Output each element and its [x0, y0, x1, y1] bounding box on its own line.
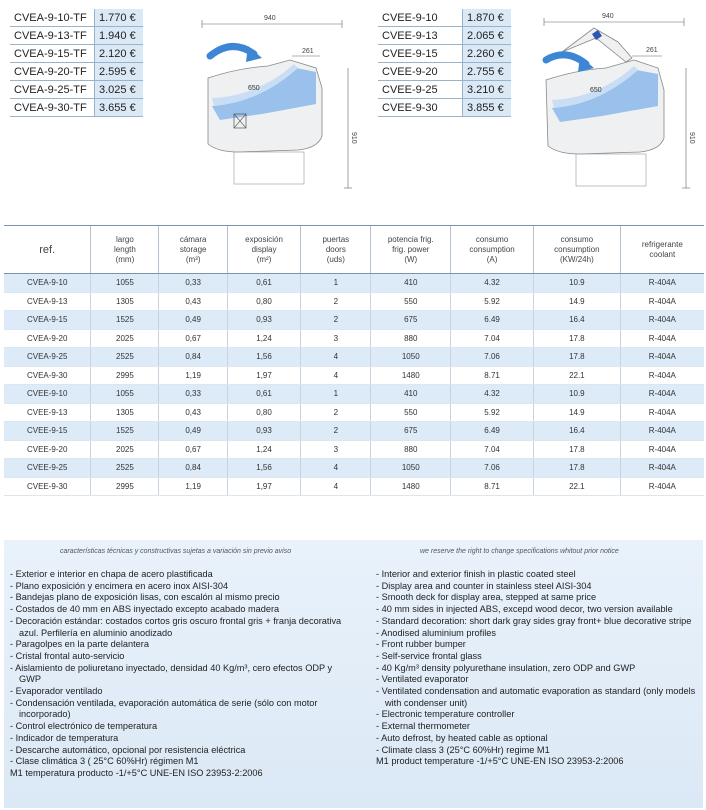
- header-line: (m³): [185, 254, 201, 264]
- table-cell: 10.9: [534, 274, 621, 293]
- table-cell: 3: [301, 440, 371, 459]
- model-code: CVEE-9-13: [378, 27, 463, 45]
- table-row: [4, 459, 704, 478]
- table-cell: R-404A: [620, 440, 704, 459]
- feature-item: - Plano exposición y encimera en acero inox AISI-304: [10, 580, 229, 591]
- feature-item: - Costados de 40 mm en ABS inyectado excepto acabado madera: [10, 604, 280, 615]
- table-cell: 16.4: [534, 422, 621, 441]
- feature-item: - Interior and exterior finish in plastic coated steel: [376, 569, 576, 579]
- table-row: [4, 311, 704, 330]
- price-row: [10, 45, 143, 63]
- column-header: [534, 226, 621, 274]
- table-cell: 6.49: [451, 311, 534, 330]
- table-cell: R-404A: [620, 477, 704, 496]
- price-row: [378, 99, 511, 117]
- table-cell: 2: [301, 292, 371, 311]
- header-line: (uds): [326, 254, 345, 264]
- table-cell: 1,24: [227, 329, 300, 348]
- table-cell: CVEA-9-25: [4, 348, 91, 367]
- table-cell: 14.9: [534, 403, 621, 422]
- feature-item: - Cristal frontal auto-servicio: [10, 650, 125, 661]
- table-cell: 5.92: [451, 403, 534, 422]
- table-cell: 5.92: [451, 292, 534, 311]
- depth-dimension: 261: [646, 47, 658, 54]
- feature-item: - Ventilated evaporator: [376, 674, 469, 685]
- table-cell: 22.1: [534, 366, 621, 385]
- table-cell: 675: [371, 422, 451, 441]
- column-header: [227, 226, 300, 274]
- price-row: [378, 63, 511, 81]
- table-cell: CVEE-9-30: [4, 477, 91, 496]
- table-cell: 550: [371, 403, 451, 422]
- price-row: [378, 9, 511, 27]
- feature-item: - External thermometer: [376, 721, 470, 732]
- header-line: consumo: [560, 234, 594, 244]
- model-price: 3.855 €: [463, 99, 512, 117]
- table-cell: 1525: [91, 311, 159, 330]
- header-line: (mm): [115, 254, 135, 264]
- table-cell: R-404A: [620, 366, 704, 385]
- table-row: [4, 329, 704, 348]
- feature-item: - Paragolpes en la parte delantera: [10, 639, 149, 650]
- table-cell: R-404A: [620, 329, 704, 348]
- table-cell: 2: [301, 422, 371, 441]
- model-price: 2.755 €: [463, 63, 512, 81]
- model-code: CVEA-9-30-TF: [10, 99, 95, 117]
- feature-item: - 40 mm sides in injected ABS, excepd wood decor, two version available: [376, 604, 673, 615]
- model-price: 1.940 €: [95, 27, 144, 45]
- price-row: [378, 81, 511, 99]
- table-cell: 1055: [91, 385, 159, 404]
- table-cell: 16.4: [534, 311, 621, 330]
- table-cell: R-404A: [620, 348, 704, 367]
- feature-item: - Electronic temperature controller: [376, 709, 515, 720]
- table-cell: 1055: [91, 274, 159, 293]
- table-cell: 2995: [91, 477, 159, 496]
- table-cell: 1,19: [159, 366, 228, 385]
- table-cell: 0,33: [159, 274, 228, 293]
- column-header: [451, 226, 534, 274]
- table-cell: CVEE-9-25: [4, 459, 91, 478]
- table-cell: R-404A: [620, 385, 704, 404]
- header-line: potencia frig.: [387, 234, 434, 244]
- notice-es: características técnicas y constructivas sujetas a variación sin previo aviso: [60, 548, 292, 555]
- width-dimension: 940: [602, 13, 614, 20]
- model-code: CVEE-9-30: [378, 99, 463, 117]
- column-header: [301, 226, 371, 274]
- table-cell: 1305: [91, 403, 159, 422]
- model-code: CVEA-9-25-TF: [10, 81, 95, 99]
- table-cell: 1,97: [227, 366, 300, 385]
- header-line: cámara: [179, 234, 207, 244]
- table-cell: 0,43: [159, 292, 228, 311]
- feature-item: - Self-service frontal glass: [376, 650, 482, 661]
- feature-item: M1 temperatura producto -1/+5°C UNE-EN ISO 23953-2:2006: [10, 767, 263, 778]
- price-list-left: [10, 9, 143, 117]
- inner-dimension: 650: [248, 85, 260, 92]
- table-cell: 1,24: [227, 440, 300, 459]
- feature-item: - Condensación ventilada, evaporación automática de serie (sólo con motor incorporado): [10, 697, 318, 720]
- header-line: consumption: [554, 244, 600, 254]
- table-cell: 4: [301, 366, 371, 385]
- display-case-diagram-right: [536, 8, 696, 193]
- table-cell: 2525: [91, 348, 159, 367]
- table-cell: 8.71: [451, 477, 534, 496]
- header-line: coolant: [649, 249, 676, 259]
- feature-item: - Bandejas plano de exposición lisas, con escalón al mismo precio: [10, 592, 280, 603]
- table-cell: 17.8: [534, 329, 621, 348]
- inner-dimension: 650: [590, 87, 602, 94]
- features-list-es: [10, 569, 345, 780]
- header-line: consumption: [469, 244, 515, 254]
- price-row: [10, 9, 143, 27]
- column-header: [371, 226, 451, 274]
- table-cell: 0,43: [159, 403, 228, 422]
- table-cell: 0,61: [227, 385, 300, 404]
- table-cell: 0,84: [159, 459, 228, 478]
- table-cell: 0,33: [159, 385, 228, 404]
- table-cell: CVEA-9-15: [4, 311, 91, 330]
- table-cell: R-404A: [620, 292, 704, 311]
- table-cell: 2025: [91, 329, 159, 348]
- feature-item: - Anodised aluminium profiles: [376, 627, 497, 638]
- table-cell: CVEA-9-10: [4, 274, 91, 293]
- table-cell: 1480: [371, 366, 451, 385]
- feature-item: - Front rubber bumper: [376, 639, 466, 650]
- model-code: CVEE-9-10: [378, 9, 463, 27]
- feature-item: - Auto defrost, by heated cable as optional: [376, 732, 548, 743]
- model-price: 3.025 €: [95, 81, 144, 99]
- header-line: doors: [325, 244, 346, 254]
- model-price: 2.260 €: [463, 45, 512, 63]
- price-row: [378, 45, 511, 63]
- table-cell: 17.8: [534, 348, 621, 367]
- table-cell: CVEE-9-13: [4, 403, 91, 422]
- table-cell: 7.06: [451, 348, 534, 367]
- table-cell: 6.49: [451, 422, 534, 441]
- feature-item: - Ventilated condensation and automatic evaporation as standard (only models with condenser unit): [376, 686, 696, 708]
- header-line: puertas: [322, 234, 350, 244]
- model-price: 3.655 €: [95, 99, 144, 117]
- column-header: [620, 226, 704, 274]
- table-cell: 0,93: [227, 311, 300, 330]
- table-cell: 17.8: [534, 440, 621, 459]
- depth-dimension: 261: [302, 48, 314, 55]
- feature-item: - Smooth deck for display area, stepped at same price: [376, 592, 597, 603]
- width-dimension: 940: [264, 15, 276, 22]
- specifications-table: [4, 225, 704, 496]
- table-cell: 2025: [91, 440, 159, 459]
- column-header: [91, 226, 159, 274]
- feature-item: - Standard decoration: short dark gray sides gray front+ blue decorative stripe: [376, 615, 692, 626]
- header-line: (A): [486, 254, 498, 264]
- table-cell: 4: [301, 348, 371, 367]
- feature-item: - Exterior e interior en chapa de acero plastificada: [10, 569, 213, 579]
- table-cell: 7.04: [451, 329, 534, 348]
- table-cell: 1,56: [227, 348, 300, 367]
- table-cell: 550: [371, 292, 451, 311]
- table-cell: 1525: [91, 422, 159, 441]
- table-cell: 410: [371, 274, 451, 293]
- header-line: display: [251, 244, 277, 254]
- table-cell: 1: [301, 274, 371, 293]
- header-line: refrigerante: [641, 239, 683, 249]
- header-line: ref.: [39, 243, 56, 256]
- price-row: [378, 27, 511, 45]
- table-cell: 675: [371, 311, 451, 330]
- model-price: 2.120 €: [95, 45, 144, 63]
- model-code: CVEE-9-15: [378, 45, 463, 63]
- feature-item: - 40 Kg/m³ density polyurethane insulation, zero ODP and GWP: [376, 662, 636, 673]
- table-cell: R-404A: [620, 422, 704, 441]
- table-cell: 0,49: [159, 422, 228, 441]
- table-row: [4, 385, 704, 404]
- table-cell: 1: [301, 385, 371, 404]
- table-cell: 4.32: [451, 385, 534, 404]
- table-cell: R-404A: [620, 403, 704, 422]
- table-cell: 7.04: [451, 440, 534, 459]
- table-cell: 410: [371, 385, 451, 404]
- table-cell: 22.1: [534, 477, 621, 496]
- table-cell: 2: [301, 403, 371, 422]
- feature-item: - Descarche automático, opcional por resistencia eléctrica: [10, 744, 246, 755]
- table-cell: 7.06: [451, 459, 534, 478]
- table-cell: 0,80: [227, 403, 300, 422]
- table-cell: 2525: [91, 459, 159, 478]
- table-cell: 4.32: [451, 274, 534, 293]
- table-cell: 880: [371, 329, 451, 348]
- table-cell: 1,97: [227, 477, 300, 496]
- table-row: [4, 422, 704, 441]
- header-line: consumo: [475, 234, 509, 244]
- table-cell: 0,67: [159, 440, 228, 459]
- header-line: frig. power: [392, 244, 430, 254]
- feature-item: - Display area and counter in stainless steel AISI-304: [376, 580, 592, 591]
- table-cell: 2995: [91, 366, 159, 385]
- table-row: [4, 348, 704, 367]
- table-cell: 3: [301, 329, 371, 348]
- table-cell: CVEE-9-15: [4, 422, 91, 441]
- model-price: 1.870 €: [463, 9, 512, 27]
- header-line: storage: [179, 244, 207, 254]
- table-cell: 0,67: [159, 329, 228, 348]
- height-dimension: 910: [350, 132, 357, 144]
- table-cell: 1305: [91, 292, 159, 311]
- header-line: (W): [404, 254, 418, 264]
- feature-item: - Clase climática 3 ( 25°C 60%Hr) régimen M1: [10, 756, 199, 767]
- table-cell: 1050: [371, 348, 451, 367]
- feature-item: - Control electrónico de temperatura: [10, 721, 158, 732]
- header-line: (KW/24h): [559, 254, 594, 264]
- table-cell: CVEA-9-30: [4, 366, 91, 385]
- feature-item: - Indicador de temperatura: [10, 732, 119, 743]
- table-cell: CVEE-9-20: [4, 440, 91, 459]
- table-cell: R-404A: [620, 311, 704, 330]
- model-code: CVEA-9-10-TF: [10, 9, 95, 27]
- column-header: [4, 226, 91, 274]
- table-cell: 8.71: [451, 366, 534, 385]
- feature-item: M1 product temperature -1/+5°C UNE-EN ISO 23953-2:2006: [376, 756, 624, 767]
- price-list-right: [378, 9, 511, 117]
- model-price: 2.065 €: [463, 27, 512, 45]
- table-cell: 14.9: [534, 292, 621, 311]
- header-line: length: [114, 244, 136, 254]
- notice-en: we reserve the right to change specifications whitout prior notice: [420, 548, 619, 555]
- price-row: [10, 81, 143, 99]
- header-line: (m²): [256, 254, 272, 264]
- table-cell: 0,84: [159, 348, 228, 367]
- table-row: [4, 292, 704, 311]
- table-cell: R-404A: [620, 459, 704, 478]
- price-row: [10, 63, 143, 81]
- feature-item: - Climate class 3 (25°C 60%Hr) regime M1: [376, 744, 550, 755]
- table-cell: 1480: [371, 477, 451, 496]
- table-cell: 0,49: [159, 311, 228, 330]
- feature-item: - Evaporador ventilado: [10, 686, 103, 697]
- table-cell: 1050: [371, 459, 451, 478]
- table-row: [4, 366, 704, 385]
- table-cell: 10.9: [534, 385, 621, 404]
- model-code: CVEA-9-20-TF: [10, 63, 95, 81]
- table-cell: 2: [301, 311, 371, 330]
- table-cell: 4: [301, 477, 371, 496]
- model-price: 3.210 €: [463, 81, 512, 99]
- height-dimension: 910: [688, 132, 695, 144]
- table-cell: 0,93: [227, 422, 300, 441]
- table-cell: 0,61: [227, 274, 300, 293]
- model-price: 2.595 €: [95, 63, 144, 81]
- header-line: exposición: [245, 234, 283, 244]
- model-price: 1.770 €: [95, 9, 144, 27]
- feature-item: - Decoración estándar: costados cortos gris oscuro frontal gris + franja decorativa azul. Perfilería en aluminio anodizado: [10, 615, 342, 638]
- features-list-en: [376, 569, 702, 768]
- table-cell: 17.8: [534, 459, 621, 478]
- price-row: [10, 99, 143, 117]
- table-row: [4, 403, 704, 422]
- table-cell: 1,19: [159, 477, 228, 496]
- table-cell: 4: [301, 459, 371, 478]
- table-row: [4, 440, 704, 459]
- display-case-diagram-left: [198, 8, 358, 193]
- table-cell: 0,80: [227, 292, 300, 311]
- table-cell: 880: [371, 440, 451, 459]
- table-cell: 1,56: [227, 459, 300, 478]
- table-cell: CVEE-9-10: [4, 385, 91, 404]
- model-code: CVEE-9-25: [378, 81, 463, 99]
- model-code: CVEA-9-15-TF: [10, 45, 95, 63]
- table-cell: R-404A: [620, 274, 704, 293]
- header-line: largo: [116, 234, 134, 244]
- table-cell: CVEA-9-13: [4, 292, 91, 311]
- table-row: [4, 274, 704, 293]
- model-code: CVEA-9-13-TF: [10, 27, 95, 45]
- model-code: CVEE-9-20: [378, 63, 463, 81]
- table-row: [4, 477, 704, 496]
- column-header: [159, 226, 228, 274]
- price-row: [10, 27, 143, 45]
- feature-item: - Aislamiento de poliuretano inyectado, densidad 40 Kg/m³, cero efectos ODP y GWP: [10, 662, 333, 685]
- table-cell: CVEA-9-20: [4, 329, 91, 348]
